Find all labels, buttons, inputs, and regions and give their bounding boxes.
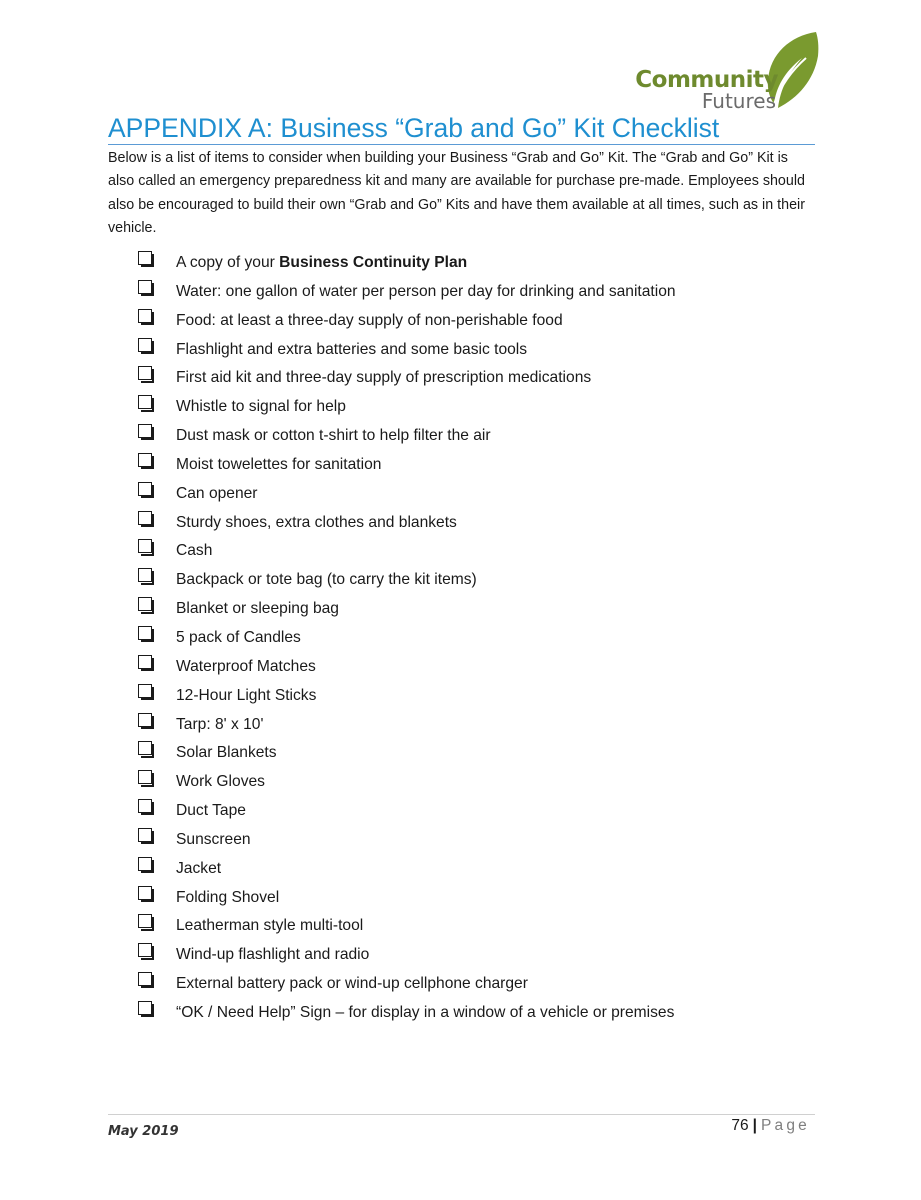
title-underline bbox=[108, 144, 815, 145]
checkbox-icon[interactable] bbox=[138, 655, 152, 669]
checklist-item bbox=[0, 1000, 921, 1029]
checkbox-icon[interactable] bbox=[138, 943, 152, 957]
checklist-item-label: 5 pack of Candles bbox=[176, 628, 301, 646]
checkbox-icon[interactable] bbox=[138, 914, 152, 928]
checklist-item bbox=[0, 856, 921, 885]
checklist-item-label: Blanket or sleeping bag bbox=[176, 600, 339, 618]
footer-divider bbox=[108, 1114, 815, 1115]
checkbox-icon[interactable] bbox=[138, 395, 152, 409]
checkbox-icon[interactable] bbox=[138, 568, 152, 582]
checklist-item bbox=[0, 538, 921, 567]
checklist-item-label: Food: at least a three-day supply of non-perishable food bbox=[176, 311, 563, 329]
checklist-item-label bbox=[176, 250, 467, 276]
checklist-item-label: “OK / Need Help” Sign – for display in a window of a vehicle or premises bbox=[176, 1003, 675, 1021]
checklist-item bbox=[0, 337, 921, 366]
checklist-item bbox=[0, 740, 921, 769]
community-futures-logo bbox=[635, 28, 820, 114]
checklist-item bbox=[0, 308, 921, 337]
checklist-item bbox=[0, 423, 921, 452]
checklist-item-label: Duct Tape bbox=[176, 802, 246, 820]
checklist-item bbox=[0, 394, 921, 423]
checkbox-icon[interactable] bbox=[138, 251, 152, 265]
checklist-item-label: 12-Hour Light Sticks bbox=[176, 686, 317, 704]
checklist-item bbox=[0, 683, 921, 712]
checkbox-icon[interactable] bbox=[138, 366, 152, 380]
checklist-item bbox=[0, 798, 921, 827]
checkbox-icon[interactable] bbox=[138, 597, 152, 611]
checklist-item-label: Water: one gallon of water per person per day for drinking and sanitation bbox=[176, 282, 676, 300]
checkbox-icon[interactable] bbox=[138, 886, 152, 900]
checklist-item bbox=[0, 654, 921, 683]
checkbox-icon[interactable] bbox=[138, 453, 152, 467]
checklist-item-label: First aid kit and three-day supply of prescription medications bbox=[176, 369, 592, 387]
checklist-item-label: Dust mask or cotton t-shirt to help filter the air bbox=[176, 427, 491, 445]
checklist-item bbox=[0, 365, 921, 394]
checkbox-icon[interactable] bbox=[138, 799, 152, 813]
checkbox-icon[interactable] bbox=[138, 338, 152, 352]
page-separator: | bbox=[752, 1117, 757, 1134]
checkbox-icon[interactable] bbox=[138, 482, 152, 496]
checkbox-icon[interactable] bbox=[138, 424, 152, 438]
logo-wordmark-futures: Futures bbox=[701, 89, 776, 113]
checklist-item-label: Waterproof Matches bbox=[176, 657, 316, 675]
checklist-item bbox=[0, 279, 921, 308]
checkbox-icon[interactable] bbox=[138, 713, 152, 727]
checklist-item bbox=[0, 913, 921, 942]
checkbox-icon[interactable] bbox=[138, 828, 152, 842]
checklist-item-label: Tarp: 8' x 10' bbox=[176, 715, 264, 733]
checkbox-icon[interactable] bbox=[138, 741, 152, 755]
checklist-item bbox=[0, 567, 921, 596]
checklist-item-label: Leatherman style multi-tool bbox=[176, 917, 364, 935]
checkbox-icon[interactable] bbox=[138, 770, 152, 784]
checklist-item-label: Whistle to signal for help bbox=[176, 398, 346, 416]
page-word: Page bbox=[761, 1117, 810, 1134]
logo-wordmark-community: Community bbox=[635, 67, 778, 93]
checkbox-icon[interactable] bbox=[138, 1001, 152, 1015]
checklist-item bbox=[0, 452, 921, 481]
checkbox-icon[interactable] bbox=[138, 539, 152, 553]
checklist-item bbox=[0, 625, 921, 654]
checklist-item-label: Sunscreen bbox=[176, 830, 251, 848]
checklist bbox=[0, 250, 921, 1029]
checklist-item bbox=[0, 971, 921, 1000]
checklist-item-label: Moist towelettes for sanitation bbox=[176, 455, 382, 473]
page-title: APPENDIX A: Business “Grab and Go” Kit Checklist bbox=[108, 113, 720, 143]
checklist-item bbox=[0, 250, 921, 279]
checklist-item-label: Jacket bbox=[176, 859, 222, 877]
checklist-item-label: Folding Shovel bbox=[176, 888, 280, 906]
item-text-bold: Business Continuity Plan bbox=[279, 254, 468, 271]
checklist-item-label: Cash bbox=[176, 542, 213, 560]
page-number-label bbox=[731, 1117, 810, 1135]
checklist-item-label: Backpack or tote bag (to carry the kit items) bbox=[176, 571, 477, 589]
checklist-item-label: Sturdy shoes, extra clothes and blankets bbox=[176, 513, 457, 531]
checkbox-icon[interactable] bbox=[138, 684, 152, 698]
checklist-item-label: Solar Blankets bbox=[176, 744, 277, 762]
checkbox-icon[interactable] bbox=[138, 626, 152, 640]
page-number: 76 bbox=[731, 1117, 749, 1134]
checklist-item bbox=[0, 481, 921, 510]
checklist-item-label: Flashlight and extra batteries and some basic tools bbox=[176, 340, 528, 358]
checklist-item-label: External battery pack or wind-up cellphone charger bbox=[176, 975, 528, 993]
checklist-item-label: Can opener bbox=[176, 484, 258, 502]
footer-date: May 2019 bbox=[108, 1124, 179, 1139]
checklist-item bbox=[0, 712, 921, 741]
intro-paragraph: Below is a list of items to consider when building your Business “Grab and Go” Kit. The “Grab and Go” Kit is also called an emergency preparedness kit and many are available for purchase pre-made. Employees should also be encouraged to build their own “Grab and Go” Kits and have them available at all times, such as in their vehicle. bbox=[108, 150, 805, 236]
checkbox-icon[interactable] bbox=[138, 511, 152, 525]
checkbox-icon[interactable] bbox=[138, 280, 152, 294]
checklist-item-label: Work Gloves bbox=[176, 773, 265, 791]
checkbox-icon[interactable] bbox=[138, 309, 152, 323]
checkbox-icon[interactable] bbox=[138, 972, 152, 986]
checkbox-icon[interactable] bbox=[138, 857, 152, 871]
checklist-item bbox=[0, 510, 921, 539]
checklist-item bbox=[0, 827, 921, 856]
checklist-item-label: Wind-up flashlight and radio bbox=[176, 946, 370, 964]
checklist-item bbox=[0, 942, 921, 971]
item-text-prefix: A copy of your bbox=[176, 254, 280, 271]
checklist-item bbox=[0, 769, 921, 798]
checklist-item bbox=[0, 885, 921, 914]
checklist-item bbox=[0, 596, 921, 625]
